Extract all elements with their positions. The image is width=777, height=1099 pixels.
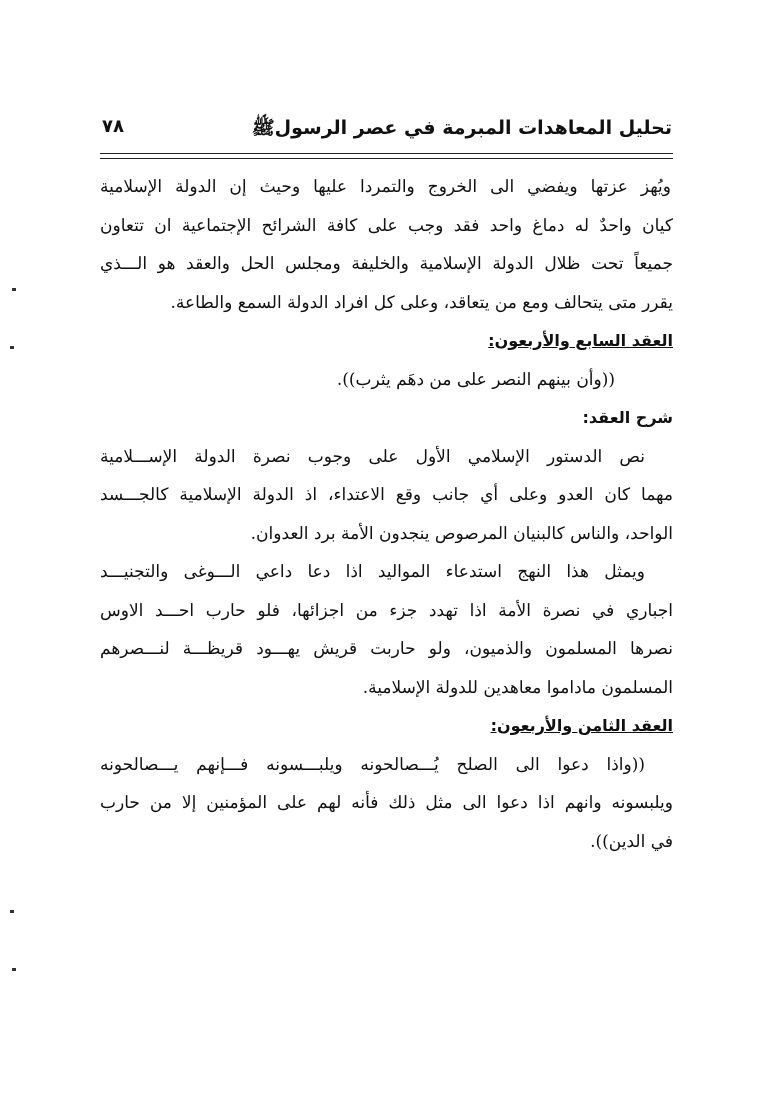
header-rule-bottom: [100, 158, 673, 159]
scan-speck: [10, 346, 14, 349]
treaty-quote: في الدين)).: [590, 831, 673, 852]
treaty-quote: ويلبسونه وانهم اذا دعوا الى مثل ذلك فأنه لهم على المؤمنين إلا من حارب: [100, 793, 673, 813]
body-text: [100, 168, 673, 861]
header-rule-top: [100, 153, 673, 154]
paragraph-line: اجباري في نصرة الأمة اذا تهدد جزء من اجزائها، فلو حارب احـــد الاوس: [100, 600, 673, 621]
running-title: تحليل المعاهدات المبرمة في عصر الرسولﷺ: [251, 117, 672, 139]
paragraph-line: كيان واحدٌ له دماغ واحد فقد وجب على كافة الشرائح الإجتماعية ان تتعاون: [100, 215, 673, 236]
paragraph-line: ويمثل هذا النهج استدعاء المواليد اذا دعا داعي الـــوغى والتجنيـــد: [100, 562, 645, 582]
paragraph-line: يقرر متى يتحالف ومع من يتعاقد، وعلى كل افراد الدولة السمع والطاعة.: [170, 292, 673, 313]
paragraph-line: نص الدستور الإسلامي الأول على وجوب نصرة الدولة الإســـلامية: [100, 446, 645, 467]
paragraph-line: نصرها المسلمون والذميون، ولو حاربت قريش يهـــود قريظـــة لنـــصرهم: [100, 639, 673, 659]
scan-speck: [10, 910, 14, 913]
paragraph-line: الواحد، والناس كالبنيان المرصوص ينجدون الأمة برد العدوان.: [250, 523, 673, 544]
page-number: ٧٨: [102, 116, 124, 137]
section-heading: العقد الثامن والأربعون:: [490, 716, 673, 735]
scan-speck: [12, 968, 16, 971]
paragraph-line: ويُهز عزتها ويفضي الى الخروج والتمردا عليها وحيث إن الدولة الإسلامية: [100, 177, 671, 197]
section-heading: شرح العقد:: [582, 408, 673, 427]
paragraph-line: المسلمون ماداموا معاهدين للدولة الإسلامية.: [362, 677, 673, 698]
treaty-quote: ((وأن بينهم النصر على من دهَم يثرب)).: [336, 369, 615, 390]
scan-speck: [12, 288, 16, 291]
paragraph-line: جميعاً تحت ظلال الدولة الإسلامية والخليفة ومجلس الحل والعقد هو الـــذي: [100, 254, 673, 274]
page-header: [100, 112, 672, 152]
treaty-quote: ((واذا دعوا الى الصلح يُـــصالحونه ويلبـــسونه فـــإنهم يـــصالحونه: [100, 754, 645, 775]
paragraph-line: مهما كان العدو وعلى أي جانب وقع الاعتداء، اذ الدولة الإسلامية كالجـــسد: [100, 485, 673, 505]
section-heading: العقد السابع والأربعون:: [488, 331, 673, 350]
